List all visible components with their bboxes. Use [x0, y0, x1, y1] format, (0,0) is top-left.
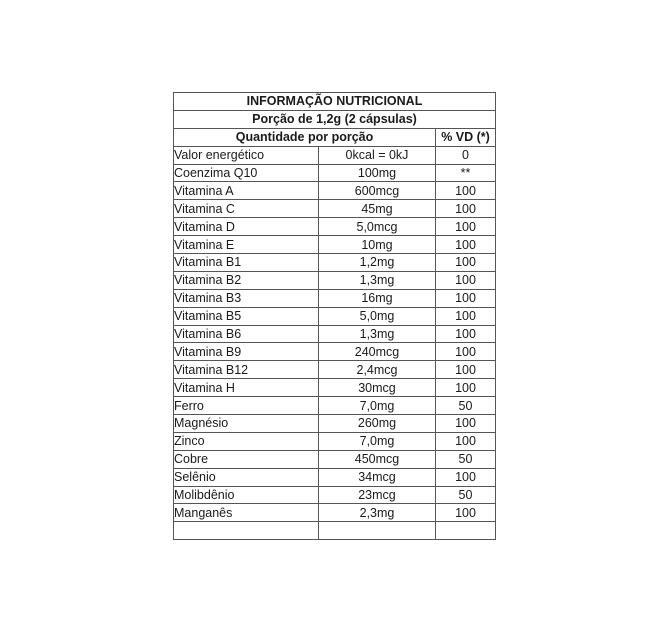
nutrient-name: Ferro [174, 397, 319, 415]
nutrient-quantity: 7,0mg [319, 397, 436, 415]
nutrient-name: Zinco [174, 432, 319, 450]
nutrient-vd: ** [436, 164, 496, 182]
nutrient-name: Vitamina B12 [174, 361, 319, 379]
nutrient-quantity: 16mg [319, 289, 436, 307]
nutrient-quantity: 5,0mg [319, 307, 436, 325]
subtitle-row [174, 110, 496, 128]
nutrient-name: Vitamina B5 [174, 307, 319, 325]
nutrient-vd: 50 [436, 486, 496, 504]
nutrient-quantity: 2,3mg [319, 504, 436, 522]
table-row [174, 450, 496, 468]
nutrient-quantity: 5,0mcg [319, 218, 436, 236]
nutrient-name: Magnésio [174, 415, 319, 433]
nutrient-vd: 100 [436, 271, 496, 289]
table-row [174, 397, 496, 415]
nutrient-quantity: 1,2mg [319, 254, 436, 272]
nutrient-quantity: 30mcg [319, 379, 436, 397]
nutrient-name: Vitamina B3 [174, 289, 319, 307]
table-row [174, 182, 496, 200]
nutrient-quantity: 260mg [319, 415, 436, 433]
nutrition-table [173, 92, 496, 540]
table-row [174, 468, 496, 486]
nutrient-vd: 100 [436, 218, 496, 236]
nutrient-quantity: 10mg [319, 236, 436, 254]
nutrient-vd: 100 [436, 361, 496, 379]
nutrient-name: Vitamina E [174, 236, 319, 254]
nutrient-vd: 100 [436, 182, 496, 200]
nutrient-vd: 100 [436, 468, 496, 486]
nutrient-quantity: 2,4mcg [319, 361, 436, 379]
table-row [174, 504, 496, 522]
nutrient-vd: 100 [436, 254, 496, 272]
nutrient-vd: 100 [436, 307, 496, 325]
nutrient-name: Coenzima Q10 [174, 164, 319, 182]
nutrient-vd: 100 [436, 200, 496, 218]
nutrient-name: Vitamina A [174, 182, 319, 200]
nutrient-quantity: 45mg [319, 200, 436, 218]
empty-cell [436, 522, 496, 540]
nutrient-name: Vitamina D [174, 218, 319, 236]
nutrient-quantity: 100mg [319, 164, 436, 182]
table-row [174, 236, 496, 254]
nutrient-name: Vitamina B1 [174, 254, 319, 272]
table-title: INFORMAÇÃO NUTRICIONAL [174, 93, 496, 111]
nutrient-name: Selênio [174, 468, 319, 486]
nutrient-vd: 0 [436, 146, 496, 164]
nutrient-vd: 50 [436, 397, 496, 415]
header-row [174, 128, 496, 146]
nutrient-quantity: 0kcal = 0kJ [319, 146, 436, 164]
nutrient-quantity: 450mcg [319, 450, 436, 468]
table-row [174, 486, 496, 504]
nutrient-name: Vitamina B2 [174, 271, 319, 289]
table-row [174, 218, 496, 236]
nutrient-name: Valor energético [174, 146, 319, 164]
nutrient-vd: 100 [436, 379, 496, 397]
nutrient-quantity: 1,3mg [319, 271, 436, 289]
table-row [174, 271, 496, 289]
nutrient-vd: 100 [436, 236, 496, 254]
table-row [174, 415, 496, 433]
nutrient-name: Manganês [174, 504, 319, 522]
nutrient-vd: 100 [436, 325, 496, 343]
table-row [174, 432, 496, 450]
nutrient-quantity: 7,0mg [319, 432, 436, 450]
nutrient-vd: 100 [436, 504, 496, 522]
nutrient-name: Molibdênio [174, 486, 319, 504]
nutrient-vd: 100 [436, 343, 496, 361]
nutrient-quantity: 600mcg [319, 182, 436, 200]
nutrient-quantity: 1,3mg [319, 325, 436, 343]
serving-size: Porção de 1,2g (2 cápsulas) [174, 110, 496, 128]
nutrient-vd: 50 [436, 450, 496, 468]
header-quantity: Quantidade por porção [174, 128, 436, 146]
title-row [174, 93, 496, 111]
nutrient-name: Cobre [174, 450, 319, 468]
header-vd: % VD (*) [436, 128, 496, 146]
table-row [174, 254, 496, 272]
table-row [174, 379, 496, 397]
nutrient-quantity: 240mcg [319, 343, 436, 361]
nutrient-name: Vitamina B9 [174, 343, 319, 361]
nutrient-name: Vitamina H [174, 379, 319, 397]
table-row [174, 200, 496, 218]
table-row [174, 164, 496, 182]
nutrient-quantity: 23mcg [319, 486, 436, 504]
nutrient-vd: 100 [436, 432, 496, 450]
nutrient-vd: 100 [436, 289, 496, 307]
nutrient-name: Vitamina B6 [174, 325, 319, 343]
nutrition-facts-label [173, 92, 495, 540]
table-row [174, 289, 496, 307]
table-tail [174, 522, 496, 540]
empty-cell [319, 522, 436, 540]
table-row [174, 307, 496, 325]
nutrient-vd: 100 [436, 415, 496, 433]
table-row [174, 146, 496, 164]
table-row [174, 325, 496, 343]
nutrient-name: Vitamina C [174, 200, 319, 218]
table-row [174, 361, 496, 379]
nutrient-quantity: 34mcg [319, 468, 436, 486]
table-row [174, 343, 496, 361]
empty-cell [174, 522, 319, 540]
